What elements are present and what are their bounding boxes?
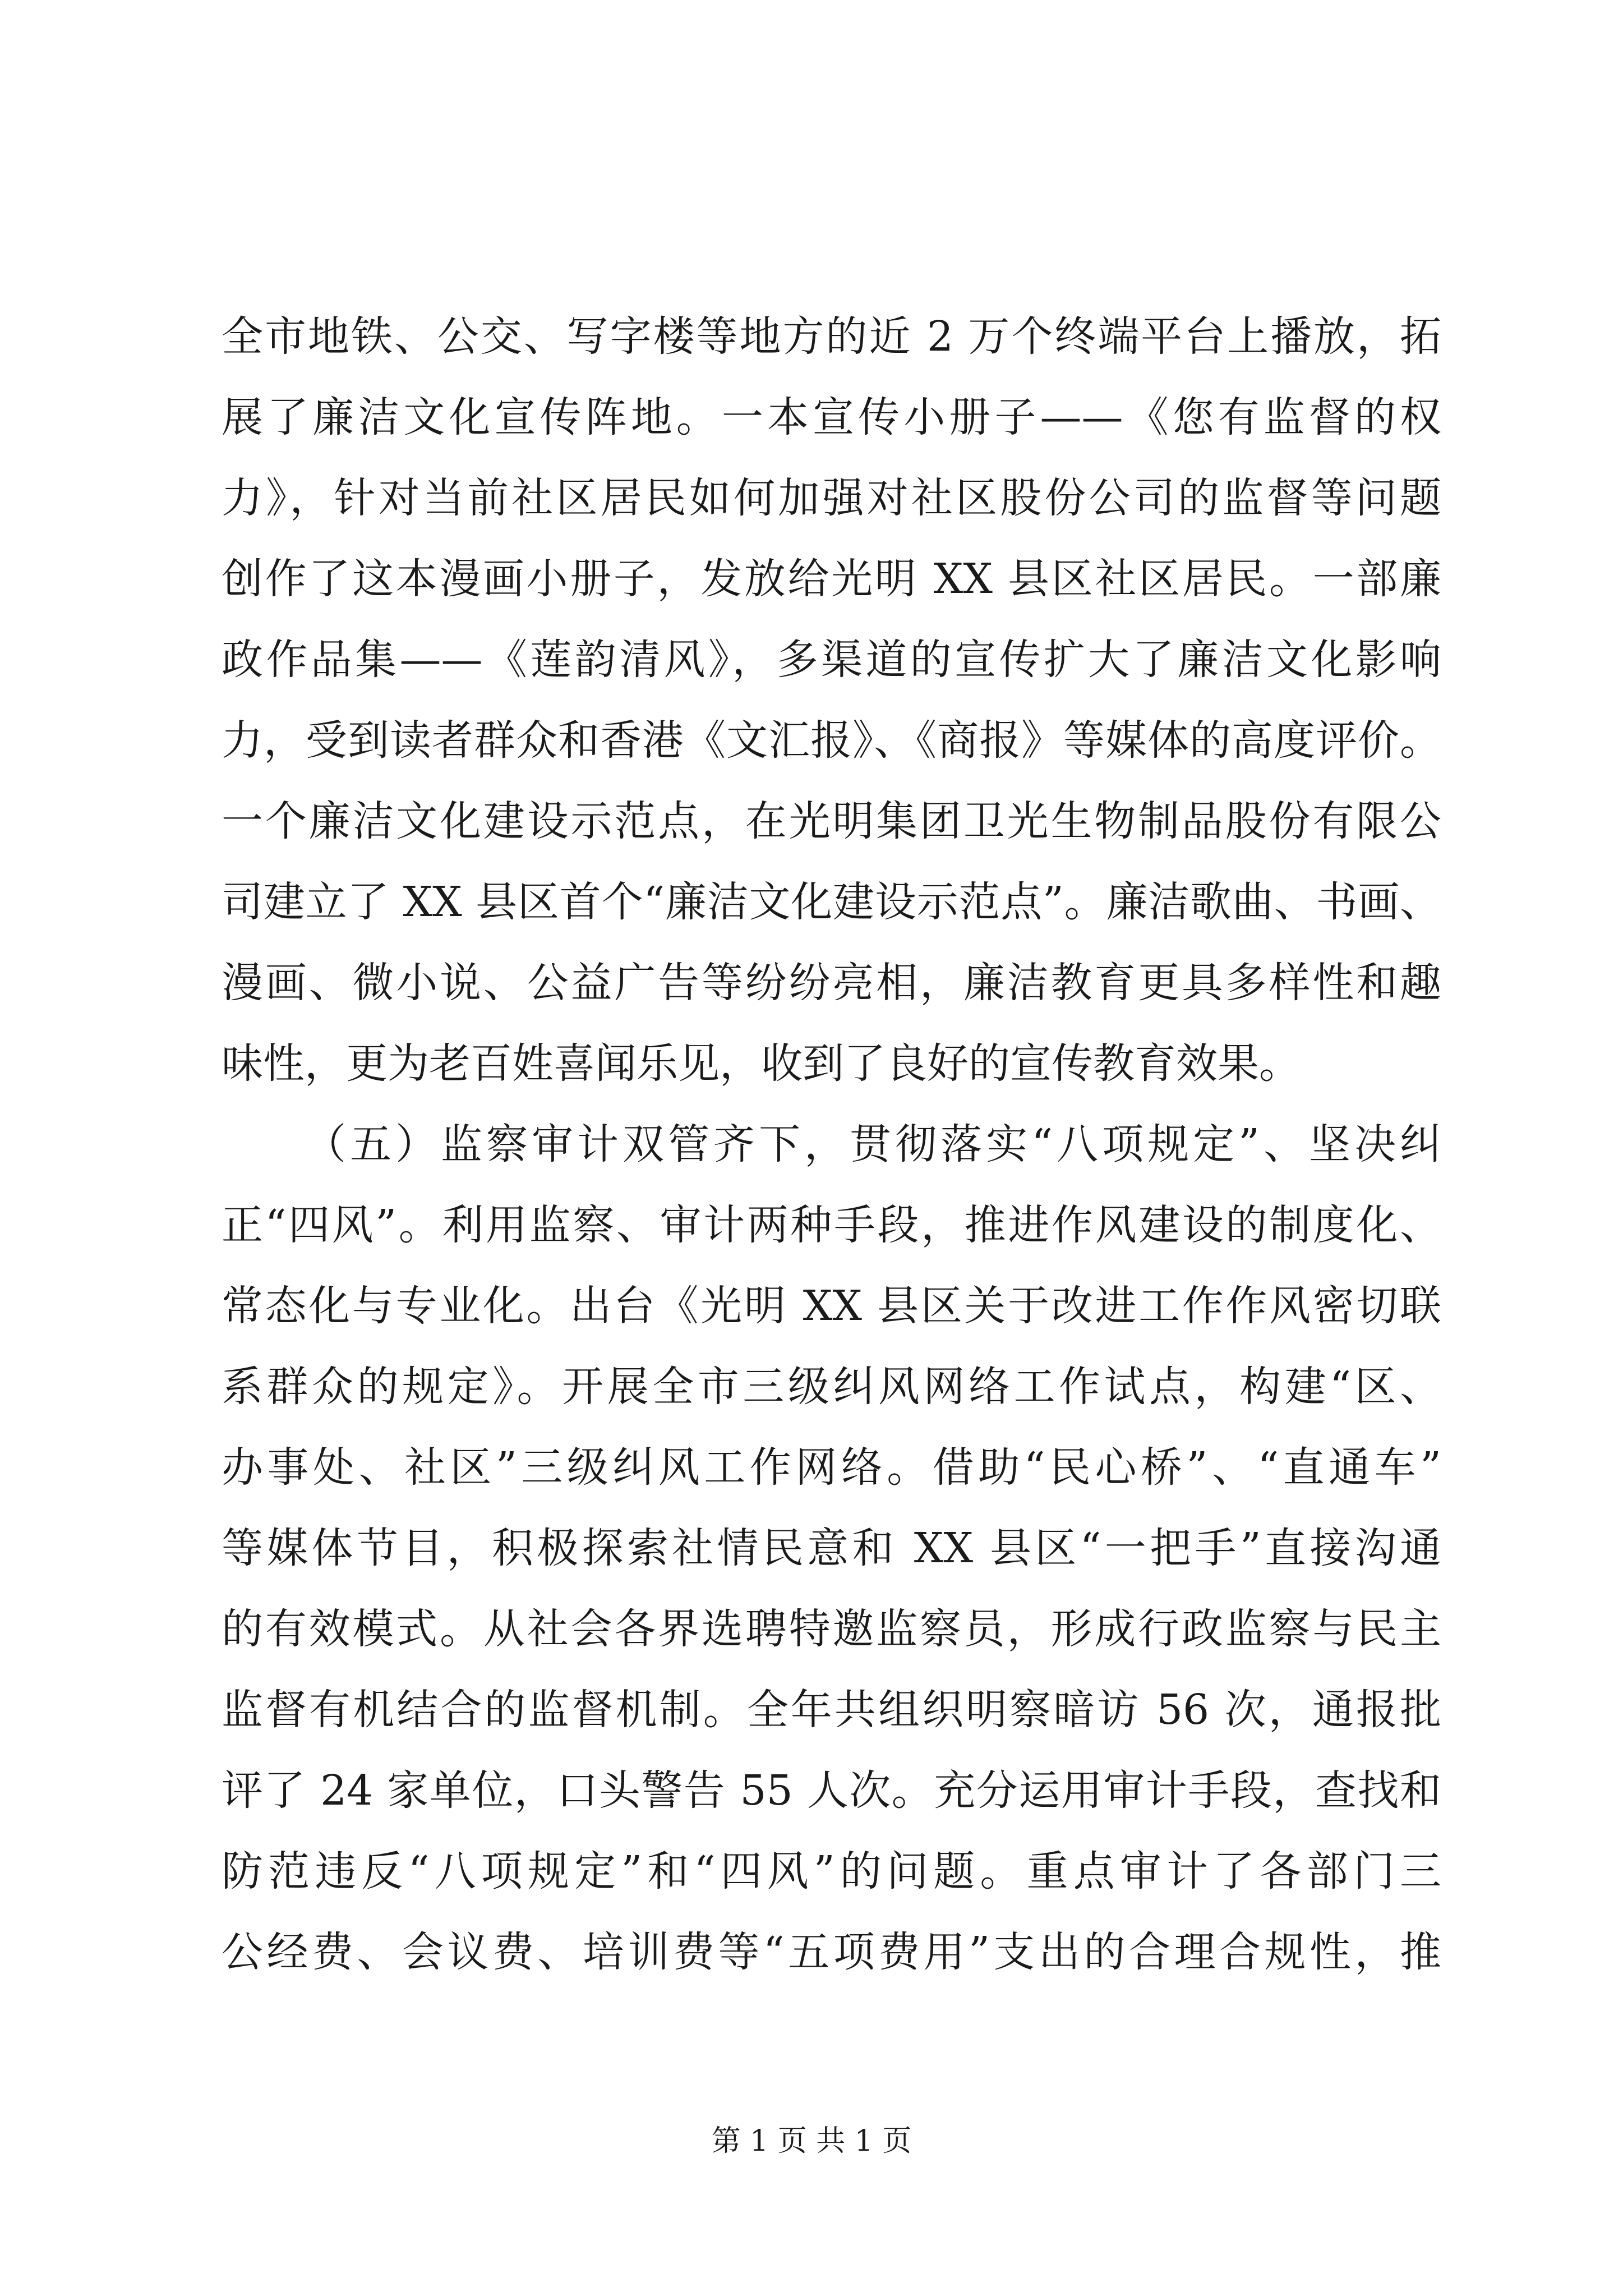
text-line: 常态化与专业化。出台《光明 XX 县区关于改进工作作风密切联 [222, 1282, 1441, 1330]
text-line: 创作了这本漫画小册子，发放给光明 XX 县区社区居民。一部廉 [222, 555, 1441, 603]
text-line: 评了 24 家单位，口头警告 55 人次。充分运用审计手段，查找和 [222, 1766, 1441, 1815]
text-line: 防范违反“八项规定”和“四风”的问题。重点审计了各部门三 [222, 1847, 1441, 1895]
paragraph-2 [222, 1104, 1441, 1993]
text-line: 司建立了 XX 县区首个“廉洁文化建设示范点”。廉洁歌曲、书画、 [222, 878, 1441, 926]
text-line: 公经费、会议费、培训费等“五项费用”支出的合理合规性，推 [222, 1928, 1441, 1976]
text-line: 一个廉洁文化建设示范点，在光明集团卫光生物制品股份有限公 [222, 797, 1441, 845]
text-line: 监督有机结合的监督机制。全年共组织明察暗访 56 次，通报批 [222, 1686, 1441, 1734]
text-line: 力》，针对当前社区居民如何加强对社区股份公司的监督等问题 [222, 474, 1441, 522]
page-number: 第 1 页 共 1 页 [711, 2124, 912, 2158]
body-text [222, 296, 1441, 1993]
text-line: 正“四风”。利用监察、审计两种手段，推进作风建设的制度化、 [222, 1201, 1441, 1249]
paragraph-1 [222, 296, 1441, 1104]
text-line: 漫画、微小说、公益广告等纷纷亮相，廉洁教育更具多样性和趣 [222, 959, 1441, 1007]
text-line: 全市地铁、公交、写字楼等地方的近 2 万个终端平台上播放，拓 [222, 312, 1441, 361]
text-line: 等媒体节目，积极探索社情民意和 XX 县区“一把手”直接沟通 [222, 1524, 1441, 1572]
text-line: 味性，更为老百姓喜闻乐见，收到了良好的宣传教育效果。 [222, 1039, 1301, 1088]
text-line: 系群众的规定》。开展全市三级纠风网络工作试点，构建“区、 [222, 1363, 1441, 1411]
text-line: 的有效模式。从社会各界选聘特邀监察员，形成行政监察与民主 [222, 1605, 1441, 1653]
text-line: 办事处、社区”三级纠风工作网络。借助“民心桥”、“直通车” [222, 1443, 1441, 1492]
text-line: （五）监察审计双管齐下，贯彻落实“八项规定”、坚决纠 [305, 1120, 1441, 1168]
text-line: 政作品集——《莲韵清风》，多渠道的宣传扩大了廉洁文化影响 [222, 636, 1441, 684]
text-line: 展了廉洁文化宣传阵地。一本宣传小册子——《您有监督的权 [222, 393, 1441, 441]
text-line: 力，受到读者群众和香港《文汇报》、《商报》等媒体的高度评价。 [222, 716, 1441, 765]
